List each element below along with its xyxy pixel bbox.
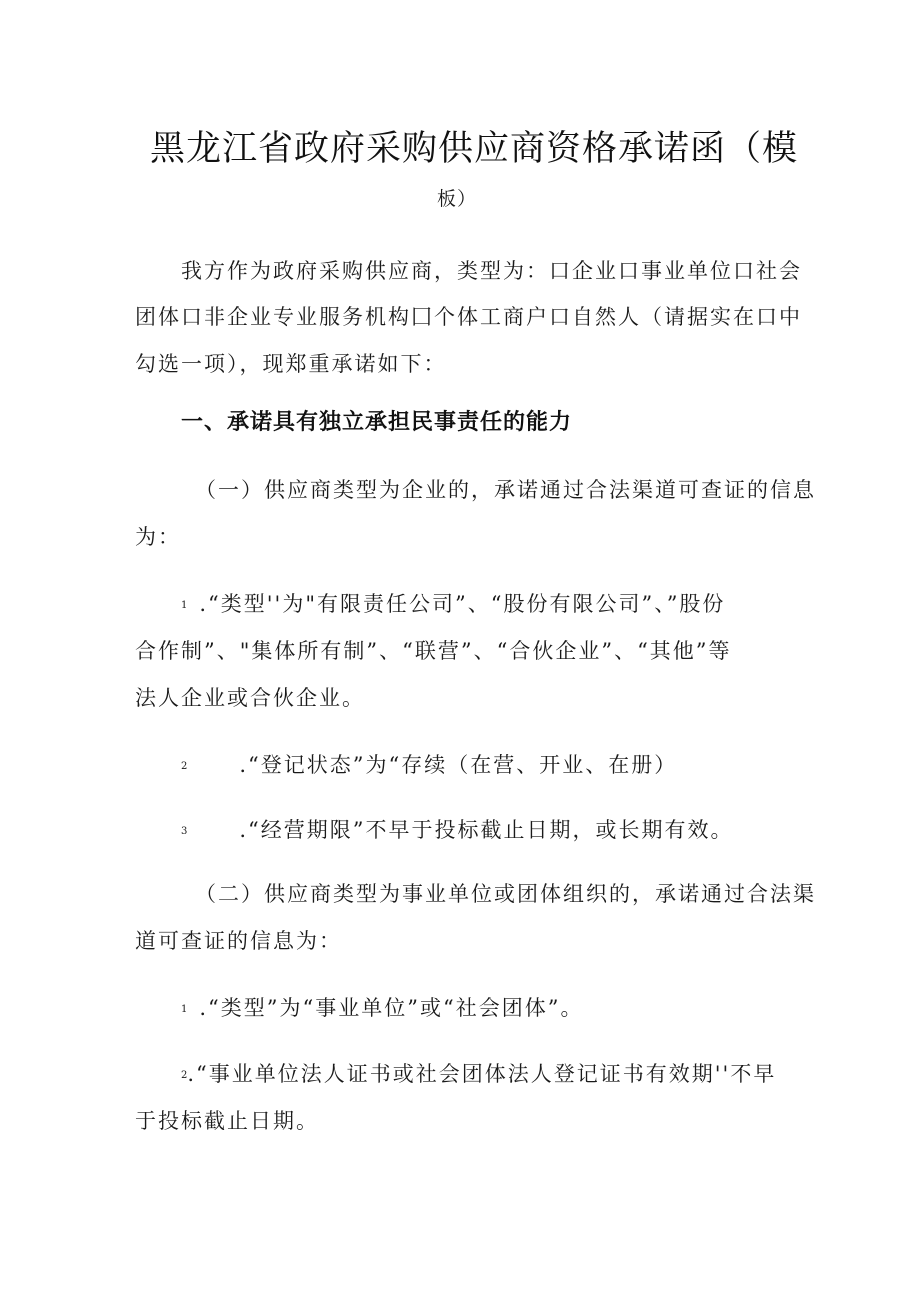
enterprise-item-1-line-1 bbox=[181, 589, 725, 621]
institution-item-1 bbox=[181, 993, 583, 1025]
document-title-continuation: 板） bbox=[437, 188, 478, 210]
item-number: 2 bbox=[181, 760, 188, 772]
item-text: .“类型''为"有限责任公司”、“股份有限公司”、”股份 bbox=[199, 592, 726, 616]
subsection-1-line-1: （一）供应商类型为企业的，承诺通过合法渠道可查证的信息 bbox=[195, 478, 816, 502]
document-title: 黑龙江省政府采购供应商资格承诺函（模 bbox=[150, 129, 799, 169]
institution-item-2-line-2: 于投标截止日期。 bbox=[135, 1109, 319, 1133]
enterprise-item-3 bbox=[181, 815, 734, 847]
enterprise-item-2 bbox=[181, 750, 677, 782]
item-number: 1 bbox=[181, 599, 188, 611]
enterprise-item-1-line-2: 合作制”、"集体所有制”、“联营”、“合伙企业”、“其他”等 bbox=[135, 639, 732, 663]
section-1-heading: 一、承诺具有独立承担民事责任的能力 bbox=[181, 410, 573, 435]
intro-line-3: 勾选一项），现郑重承诺如下： bbox=[135, 352, 447, 376]
intro-line-1: 我方作为政府采购供应商，类型为：口企业口事业单位口社会 bbox=[181, 259, 802, 283]
item-text: .“类型”为“事业单位”或“社会团体”。 bbox=[199, 996, 584, 1020]
item-text: .“登记状态”为“存续（在营、开业、在册） bbox=[239, 753, 678, 777]
item-number: 3 bbox=[181, 825, 188, 837]
intro-line-2: 团体口非企业专业服务机构囗个体工商户口自然人（请据实在口中 bbox=[135, 305, 802, 329]
item-text: .“事业单位法人证书或社会团体法人登记证书有效期''不早 bbox=[187, 1062, 777, 1086]
item-number: 2 bbox=[181, 1069, 188, 1081]
subsection-1-line-2: 为： bbox=[135, 525, 181, 549]
item-text: .“经营期限”不早于投标截止日期，或长期有效。 bbox=[239, 818, 734, 842]
subsection-2-line-1: （二）供应商类型为事业单位或团体组织的，承诺通过合法渠 bbox=[195, 882, 816, 906]
enterprise-item-1-line-3: 法人企业或合伙企业。 bbox=[135, 686, 365, 710]
item-number: 1 bbox=[181, 1003, 188, 1015]
subsection-2-line-2: 道可查证的信息为： bbox=[135, 929, 342, 953]
institution-item-2-line-1 bbox=[181, 1059, 776, 1091]
